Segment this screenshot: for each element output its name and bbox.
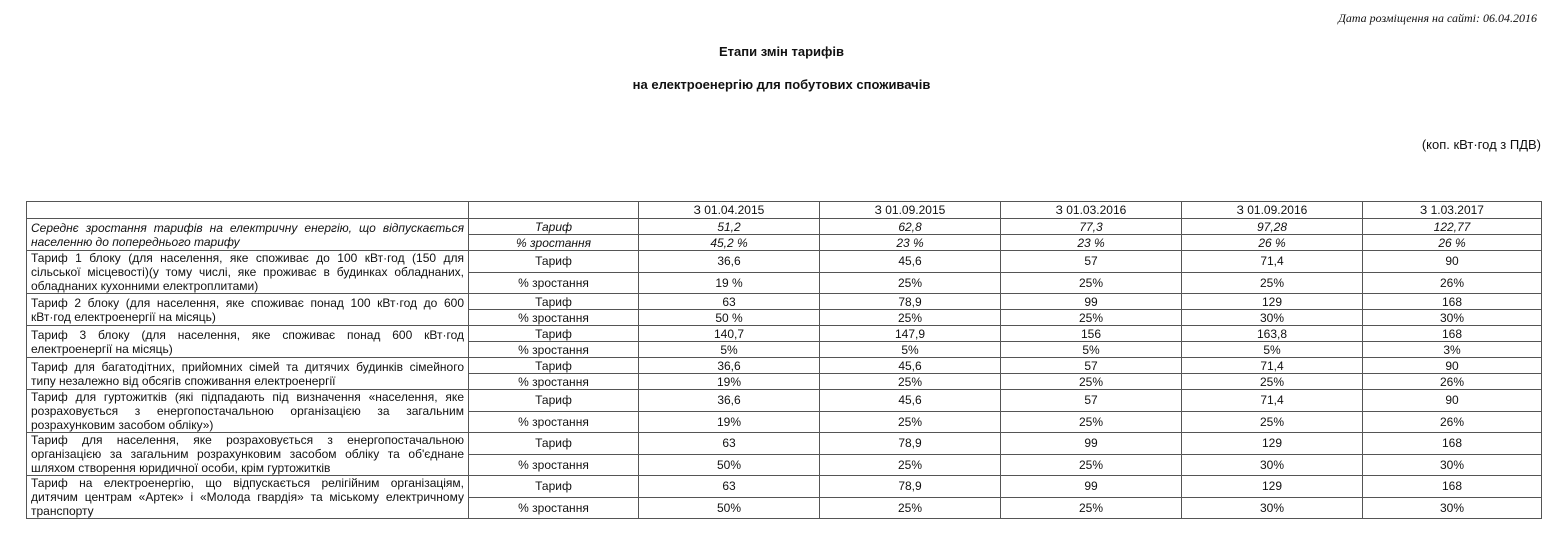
growth-label: % зростання bbox=[469, 342, 639, 358]
tariff-value: 71,4 bbox=[1182, 251, 1363, 273]
growth-value: 30% bbox=[1363, 454, 1542, 476]
growth-value: 25% bbox=[820, 310, 1001, 326]
row-description: Тариф 2 блоку (для населення, яке споживає понад 100 кВт·год до 600 кВт·год електроенергії на місяць) bbox=[27, 294, 469, 326]
tariff-value: 77,3 bbox=[1001, 219, 1182, 235]
tariff-value: 129 bbox=[1182, 433, 1363, 455]
growth-value: 25% bbox=[1001, 272, 1182, 294]
table-row-tariff bbox=[27, 390, 1542, 412]
table-row-tariff bbox=[27, 326, 1542, 342]
growth-label: % зростання bbox=[469, 497, 639, 519]
row-description: Тариф 3 блоку (для населення, яке споживає понад 600 кВт·год електроенергії на місяць) bbox=[27, 326, 469, 358]
tariff-value: 99 bbox=[1001, 476, 1182, 498]
growth-value: 23 % bbox=[820, 235, 1001, 251]
tariff-value: 36,6 bbox=[639, 358, 820, 374]
table-row-tariff bbox=[27, 476, 1542, 498]
tariff-value: 45,6 bbox=[820, 251, 1001, 273]
growth-value: 19% bbox=[639, 411, 820, 433]
header-empty-cell bbox=[469, 202, 639, 219]
growth-label: % зростання bbox=[469, 310, 639, 326]
tariff-label: Тариф bbox=[469, 294, 639, 310]
growth-value: 50 % bbox=[639, 310, 820, 326]
tariff-value: 57 bbox=[1001, 390, 1182, 412]
growth-value: 25% bbox=[820, 272, 1001, 294]
growth-label: % зростання bbox=[469, 411, 639, 433]
tariff-value: 36,6 bbox=[639, 390, 820, 412]
growth-value: 25% bbox=[1001, 310, 1182, 326]
growth-value: 30% bbox=[1182, 497, 1363, 519]
growth-value: 25% bbox=[1182, 374, 1363, 390]
header-empty-cell bbox=[27, 202, 469, 219]
table-header-row bbox=[27, 202, 1542, 219]
unit-note: (коп. кВт·год з ПДВ) bbox=[1421, 137, 1541, 152]
growth-value: 25% bbox=[1182, 411, 1363, 433]
tariff-table-body bbox=[27, 202, 1542, 519]
growth-value: 25% bbox=[820, 411, 1001, 433]
growth-value: 26 % bbox=[1182, 235, 1363, 251]
tariff-value: 99 bbox=[1001, 294, 1182, 310]
column-header: З 01.09.2016 bbox=[1182, 202, 1363, 219]
growth-value: 26% bbox=[1363, 411, 1542, 433]
growth-value: 3% bbox=[1363, 342, 1542, 358]
growth-value: 25% bbox=[820, 497, 1001, 519]
tariff-value: 168 bbox=[1363, 294, 1542, 310]
growth-label: % зростання bbox=[469, 235, 639, 251]
tariff-label: Тариф bbox=[469, 326, 639, 342]
growth-value: 50% bbox=[639, 497, 820, 519]
tariff-value: 168 bbox=[1363, 326, 1542, 342]
growth-label: % зростання bbox=[469, 272, 639, 294]
row-description: Тариф для гуртожитків (які підпадають під визначення «населення, яке розраховується з енергопостачальною організацією за загальним розрахунковим засобом обліку») bbox=[27, 390, 469, 433]
tariff-value: 140,7 bbox=[639, 326, 820, 342]
tariff-label: Тариф bbox=[469, 476, 639, 498]
tariff-label: Тариф bbox=[469, 251, 639, 273]
tariff-value: 78,9 bbox=[820, 294, 1001, 310]
growth-label: % зростання bbox=[469, 374, 639, 390]
column-header: З 01.03.2016 bbox=[1001, 202, 1182, 219]
page-title: Етапи змін тарифів bbox=[718, 44, 845, 59]
tariff-value: 36,6 bbox=[639, 251, 820, 273]
row-description: Тариф 1 блоку (для населення, яке споживає до 100 кВт·год (150 для сільської місцевості)(у тому числі, яке проживає в будинках обладнаних, обладнаних кухонними електроплитами) bbox=[27, 251, 469, 294]
tariff-value: 78,9 bbox=[820, 476, 1001, 498]
growth-value: 19 % bbox=[639, 272, 820, 294]
growth-value: 26 % bbox=[1363, 235, 1542, 251]
tariff-value: 63 bbox=[639, 476, 820, 498]
tariff-value: 156 bbox=[1001, 326, 1182, 342]
tariff-value: 78,9 bbox=[820, 433, 1001, 455]
growth-value: 5% bbox=[1001, 342, 1182, 358]
table-row-tariff bbox=[27, 219, 1542, 235]
growth-value: 19% bbox=[639, 374, 820, 390]
row-description: Тариф на електроенергію, що відпускається релігійним організаціям, дитячим центрам «Артек» і «Молода гвардія» та міському електричному транспорту bbox=[27, 476, 469, 519]
tariff-value: 99 bbox=[1001, 433, 1182, 455]
growth-value: 25% bbox=[820, 374, 1001, 390]
growth-value: 30% bbox=[1182, 454, 1363, 476]
growth-value: 5% bbox=[639, 342, 820, 358]
growth-label: % зростання bbox=[469, 454, 639, 476]
tariff-label: Тариф bbox=[469, 358, 639, 374]
growth-value: 30% bbox=[1363, 497, 1542, 519]
growth-value: 30% bbox=[1182, 310, 1363, 326]
growth-value: 25% bbox=[820, 454, 1001, 476]
tariff-label: Тариф bbox=[469, 390, 639, 412]
tariff-value: 71,4 bbox=[1182, 358, 1363, 374]
table-row-tariff bbox=[27, 251, 1542, 273]
tariff-value: 45,6 bbox=[820, 358, 1001, 374]
growth-value: 5% bbox=[1182, 342, 1363, 358]
tariff-value: 168 bbox=[1363, 433, 1542, 455]
tariff-value: 122,77 bbox=[1363, 219, 1542, 235]
growth-value: 25% bbox=[1001, 454, 1182, 476]
tariff-table bbox=[26, 201, 1542, 519]
tariff-value: 57 bbox=[1001, 358, 1182, 374]
tariff-value: 168 bbox=[1363, 476, 1542, 498]
publication-date: Дата розміщення на сайті: 06.04.2016 bbox=[1338, 11, 1537, 25]
column-header: З 01.09.2015 bbox=[820, 202, 1001, 219]
column-header: З 1.03.2017 bbox=[1363, 202, 1542, 219]
tariff-label: Тариф bbox=[469, 433, 639, 455]
tariff-value: 90 bbox=[1363, 251, 1542, 273]
page-subtitle: на електроенергію для побутових споживачів bbox=[632, 77, 931, 92]
growth-value: 45,2 % bbox=[639, 235, 820, 251]
row-description: Тариф для населення, яке розраховується з енергопостачальною організацією за загальним розрахунковим засобом обліку та об'єднане шляхом створення юридичної особи, крім гуртожитків bbox=[27, 433, 469, 476]
row-description: Тариф для багатодітних, прийомних сімей та дитячих будинків сімейного типу незалежно від обсягів споживання електроенергії bbox=[27, 358, 469, 390]
tariff-value: 63 bbox=[639, 433, 820, 455]
growth-value: 26% bbox=[1363, 374, 1542, 390]
row-description: Середнє зростання тарифів на електричну енергію, що відпускається населенню до попереднього тарифу bbox=[27, 219, 469, 251]
tariff-value: 163,8 bbox=[1182, 326, 1363, 342]
growth-value: 30% bbox=[1363, 310, 1542, 326]
tariff-value: 90 bbox=[1363, 390, 1542, 412]
table-row-tariff bbox=[27, 294, 1542, 310]
growth-value: 23 % bbox=[1001, 235, 1182, 251]
growth-value: 50% bbox=[639, 454, 820, 476]
growth-value: 25% bbox=[1182, 272, 1363, 294]
growth-value: 25% bbox=[1001, 411, 1182, 433]
growth-value: 26% bbox=[1363, 272, 1542, 294]
tariff-value: 147,9 bbox=[820, 326, 1001, 342]
tariff-value: 51,2 bbox=[639, 219, 820, 235]
growth-value: 25% bbox=[1001, 374, 1182, 390]
table-row-tariff bbox=[27, 433, 1542, 455]
tariff-value: 71,4 bbox=[1182, 390, 1363, 412]
tariff-value: 57 bbox=[1001, 251, 1182, 273]
column-header: З 01.04.2015 bbox=[639, 202, 820, 219]
tariff-label: Тариф bbox=[469, 219, 639, 235]
growth-value: 25% bbox=[1001, 497, 1182, 519]
tariff-value: 97,28 bbox=[1182, 219, 1363, 235]
tariff-value: 62,8 bbox=[820, 219, 1001, 235]
tariff-value: 129 bbox=[1182, 294, 1363, 310]
tariff-value: 90 bbox=[1363, 358, 1542, 374]
table-row-tariff bbox=[27, 358, 1542, 374]
growth-value: 5% bbox=[820, 342, 1001, 358]
tariff-value: 63 bbox=[639, 294, 820, 310]
tariff-value: 45,6 bbox=[820, 390, 1001, 412]
tariff-value: 129 bbox=[1182, 476, 1363, 498]
